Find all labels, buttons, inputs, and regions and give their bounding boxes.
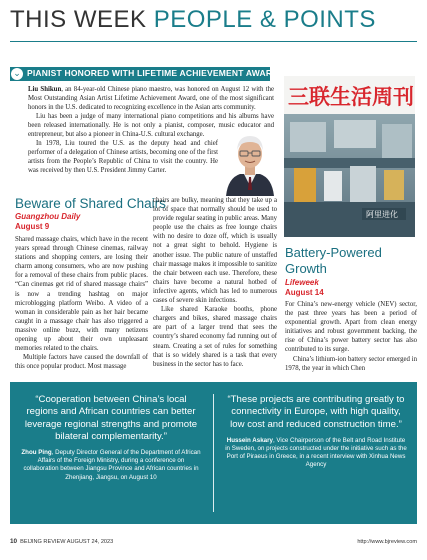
- banner-text: PIANIST HONORED WITH LIFETIME ACHIEVEMENT AWARD: [27, 68, 279, 78]
- footer-url-link[interactable]: http://www.bjreview.com: [357, 539, 417, 545]
- lead-person-name: Liu Shikun: [28, 86, 62, 93]
- article-battery-growth-body: [285, 300, 417, 373]
- quote-text: “These projects are contributing greatly to connectivity in Europe, with high quality, low cost and reduced construction time.”: [227, 394, 405, 430]
- section-header: [10, 6, 417, 46]
- quote-attribution: [20, 449, 202, 482]
- footer-left: [10, 538, 113, 545]
- quote-speaker: Zhou Ping: [21, 449, 52, 457]
- article-shared-chairs-col2: [153, 196, 277, 369]
- lead-paragraph-2: Liu has been a judge of many international piano competitions and his albums have been released internationally. He is not only a pianist, composer, music educator and entrepreneur, but also a pioneer in China-U.S. cultural exchange.: [28, 112, 274, 138]
- quotes-panel: [10, 382, 417, 524]
- section-title: [10, 6, 376, 34]
- article-date-battery-growth: August 14: [285, 288, 324, 297]
- section-title-sub: PEOPLE & POINTS: [153, 6, 376, 33]
- quote-speaker-role: , Deputy Director General of the Department of African Affairs of the Foreign Ministry, during a conference on collaboration between Jiangsu Province and African countries in Zhenjiang, Jiangsu, on August 10: [23, 449, 201, 481]
- quote-speaker-role: , Vice Chairperson of the Belt and Road Institute in Sweden, on projects constructed under the initiative such as the Port of Piraeus in Greece, in a recent interview with Xinhua News Agency: [225, 436, 407, 469]
- article-title-line: Battery-Powered: [285, 245, 382, 260]
- lead-paragraph-1: [28, 86, 274, 113]
- page-number: 10: [10, 538, 18, 545]
- quote-text: “Cooperation between China’s local regions and African countries can better leverage regional strengths and promote bilateral complementarity.”: [24, 394, 198, 442]
- magazine-cover-line: 阿里进化: [366, 210, 398, 219]
- page-footer: [10, 538, 417, 548]
- story-banner: [10, 67, 279, 81]
- article-title-battery-growth: [285, 245, 382, 277]
- magazine-logo: 三联生活周刊: [288, 85, 414, 109]
- article-paragraph: For China’s new-energy vehicle (NEV) sector, the past three years has been a period of exponential growth. Apart from clean energy initiatives and robust government backing, the rise of China’s power battery sector has also contributed to its surge.: [285, 301, 417, 354]
- quotes-divider: [213, 394, 214, 512]
- article-paragraph: Multiple factors have caused the downfall of this once popular product. Most massage: [15, 354, 148, 371]
- article-paragraph: chairs are bulky, meaning that they take up a lot of space that normally should be used to provide regular seating in public areas. Many people use the chairs as free lounge chairs with no desire to doze off, which is usually not a great sight to behold. Hygiene is another issue. The public nature of unstaffed chair massage makes it impossible to sanitize the chair between each use. Therefore, these chairs have become a natural hotbed of infective agents, which has led to numerous cases of severe skin infections.: [153, 197, 277, 305]
- lead-paragraph-1-text: , an 84-year-old Chinese piano maestro, was honored on August 12 with the Most Outstanding Asian Artist Lifetime Achievement Award, one of the most significant honors in the U.S. dedicated to recognizing excellence in the Asian arts community.: [28, 86, 274, 111]
- lifeweek-magazine-cover: [284, 76, 415, 237]
- quote-attribution: [225, 437, 407, 470]
- article-paragraph: China’s lithium-ion battery sector emerged in 1978, the year in which Chen: [285, 355, 417, 372]
- article-source-shared-chairs: Guangzhou Daily: [15, 212, 81, 221]
- article-title-shared-chairs: Beware of Shared Chairs: [15, 196, 166, 211]
- quote-block-hussein-askary: [225, 394, 407, 470]
- article-shared-chairs-col1: [15, 235, 148, 371]
- pianist-portrait: [222, 130, 278, 196]
- quote-block-zhou-ping: [20, 394, 202, 482]
- article-source-battery-growth: Lifeweek: [285, 278, 319, 287]
- issue-info: BEIJING REVIEW AUGUST 24, 2023: [20, 539, 114, 545]
- article-paragraph: Shared massage chairs, which have in the recent years spread through Chinese cinemas, railway stations and shopping centers, are losing their charm among consumers, who are now pushing for a removal of these chairs from public places. “Can cinemas get rid of shared massage chairs” is now a trending hashtag on major microblogging platform Weibo. A video of a woman in considerable pain as her hair became caught in a massage chair has also triggered a massive online buzz, with many netizens opening up about their own unpleasant memories related to the chairs.: [15, 236, 148, 353]
- article-title-line: Growth: [285, 261, 327, 276]
- quote-speaker: Hussein Askary: [226, 436, 273, 444]
- article-date-shared-chairs: August 9: [15, 222, 50, 231]
- lead-paragraph-3: In 1978, Liu toured the U.S. as the deputy head and chief performer of a delegation of Chinese artists, becoming one of the first artists from the People’s Republic of China to visit the country. He was received by then U.S. President Jimmy Carter.: [28, 139, 218, 174]
- section-title-main: THIS WEEK: [10, 6, 154, 33]
- header-rule: [10, 41, 417, 42]
- article-paragraph: Like shared Karaoke booths, phone chargers and bikes, shared massage chairs are part of a larger trend that sees the country’s shared economy fad running out of steam. Creating a set of rules for something that is so widely shared is a task that every business in the sector has to face.: [153, 306, 277, 368]
- chevron-down-circle-icon: ⌄: [11, 68, 23, 80]
